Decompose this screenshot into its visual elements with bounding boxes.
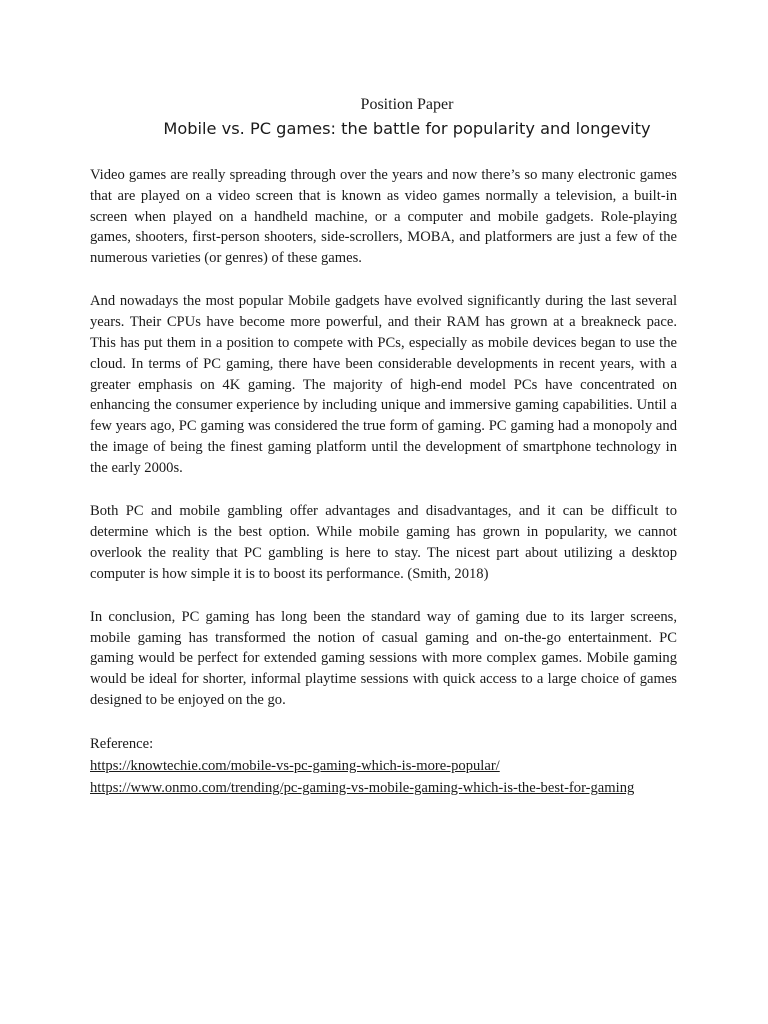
- document-title: Mobile vs. PC games: the battle for popularity and longevity: [163, 119, 651, 138]
- references-heading: Reference:: [90, 736, 154, 753]
- document-label: Position Paper: [360, 96, 454, 113]
- paragraph-comparison: Both PC and mobile gambling offer advantages and disadvantages, and it can be difficult to determine which is the best option. While mobile gaming has grown in popularity, we cannot overlook the reality that PC gambling is here to stay. The nicest part about utilizing a desktop computer is how simple it is to boost its performance. (Smith, 2018): [90, 503, 677, 582]
- reference-link-knowtechie[interactable]: https://knowtechie.com/mobile-vs-pc-gaming-which-is-more-popular/: [90, 758, 500, 775]
- paragraph-conclusion: In conclusion, PC gaming has long been the standard way of gaming due to its larger screens, mobile gaming has transformed the notion of casual gaming and on-the-go entertainment. PC gaming would be perfect for extended gaming sessions with more complex games. Mobile gaming would be ideal for shorter, informal playtime sessions with quick access to a large choice of games designed to be enjoyed on the go.: [90, 608, 677, 709]
- paragraph-intro: Video games are really spreading through over the years and now there’s so many electronic games that are played on a video screen that is known as video games normally a television, a built-in screen when played on a handheld machine, or a computer and mobile gadgets. Role-playing games, shooters, first-person shooters, side-scrollers, MOBA, and platformers are just a few of the numerous varieties (or genres) of these games.: [90, 167, 677, 267]
- reference-link-onmo[interactable]: https://www.onmo.com/trending/pc-gaming-vs-mobile-gaming-which-is-the-best-for-gaming: [90, 780, 635, 797]
- paragraph-evolution: And nowadays the most popular Mobile gadgets have evolved significantly during the last several years. Their CPUs have become more powerful, and their RAM has grown at a breakneck pace. This has put them in a position to compete with PCs, especially as mobile devices began to use the cloud. In terms of PC gaming, there have been considerable developments in recent years, with a greater emphasis on 4K gaming. The majority of high-end model PCs have concentrated on enhancing the consumer experience by including unique and immersive gaming capabilities. Until a few years ago, PC gaming was considered the true form of gaming. PC gaming had a monopoly and the image of being the finest gaming platform until the development of smartphone technology in the early 2000s.: [90, 293, 677, 476]
- references-section: [90, 733, 677, 799]
- document-body: [90, 165, 677, 799]
